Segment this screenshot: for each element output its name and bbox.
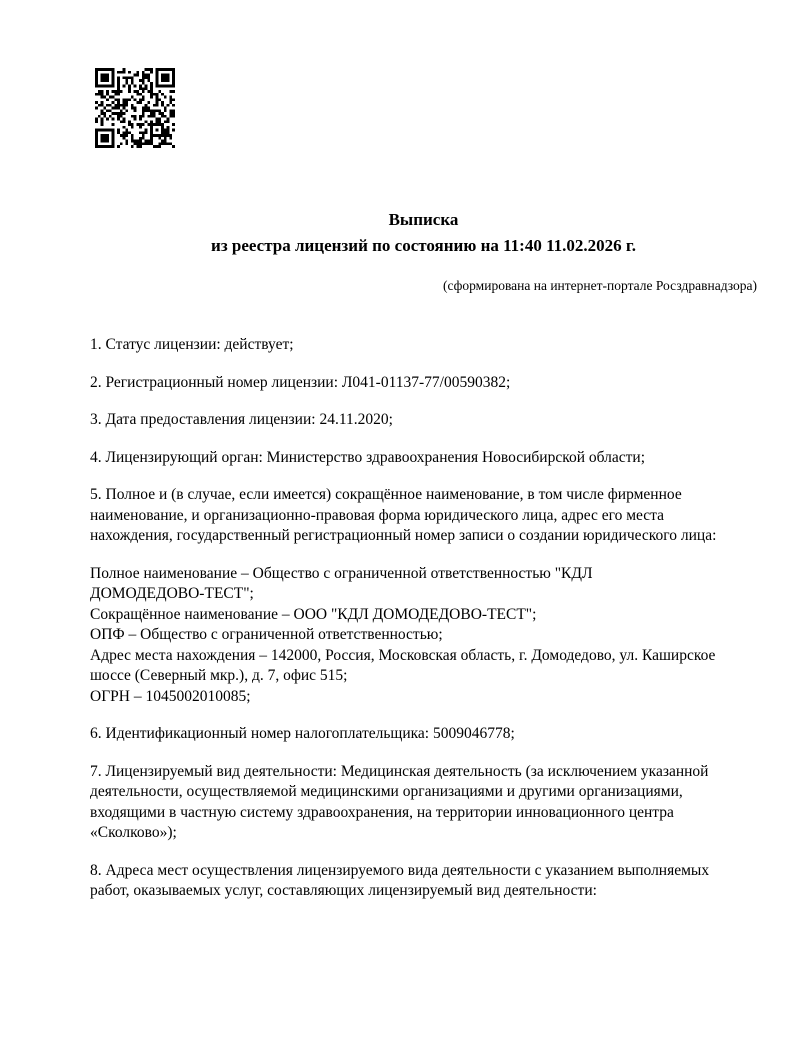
document-subtitle: (сформирована на интернет-портале Росздравнадзора) xyxy=(442,278,757,293)
item-7-licensed-activity-line-1: 7. Лицензируемый вид деятельности: Медицинская деятельность (за исключением указанной xyxy=(90,762,709,780)
org-details-line-5: Адрес места нахождения – 142000, Россия, Московская область, г. Домодедово, ул. Каширское xyxy=(90,646,716,664)
item-3-grant-date: 3. Дата предоставления лицензии: 24.11.2020; xyxy=(90,411,393,428)
document-title xyxy=(90,207,757,259)
item-5-name-heading-line-2: наименование, и организационно-правовая форма юридического лица, адрес его места xyxy=(90,506,665,524)
document-body xyxy=(90,335,757,902)
org-details-line-7: ОГРН – 1045002010085; xyxy=(90,687,251,705)
document-title-line-1: Выписка xyxy=(388,210,459,229)
item-5-name-heading-line-1: 5. Полное и (в случае, если имеется) сокращённое наименование, в том числе фирменное xyxy=(90,486,682,503)
org-details-line-2: ДОМОДЕДОВО-ТЕСТ"; xyxy=(90,585,254,602)
item-8-activity-addresses-line-2: работ, оказываемых услуг, составляющих лицензируемый вид деятельности: xyxy=(90,882,597,899)
item-2-registration-number: 2. Регистрационный номер лицензии: Л041-01137-77/00590382; xyxy=(90,373,511,391)
org-details-line-3: Сокращённое наименование – ООО "КДЛ ДОМОДЕДОВО-ТЕСТ"; xyxy=(90,605,537,623)
org-details-line-1: Полное наименование – Общество с ограниченной ответственностью "КДЛ xyxy=(90,564,593,582)
item-7-licensed-activity xyxy=(90,762,757,844)
item-8-activity-addresses-line-1: 8. Адреса мест осуществления лицензируемого вида деятельности с указанием выполняемых xyxy=(90,861,710,879)
item-1-license-status: 1. Статус лицензии: действует; xyxy=(90,336,294,353)
document-content xyxy=(90,0,757,919)
item-7-licensed-activity-line-2: деятельности, осуществляемой медицинскими организациями и другими организациями, xyxy=(90,783,683,800)
item-5-name-heading xyxy=(90,485,757,547)
document-title-line-2: из реестра лицензий по состоянию на 11:40 11.02.2026 г. xyxy=(211,236,636,255)
item-6-taxpayer-id: 6. Идентификационный номер налогоплательщика: 5009046778; xyxy=(90,725,515,742)
item-8-activity-addresses xyxy=(90,861,757,902)
org-details-line-4: ОПФ – Общество с ограниченной ответственностью; xyxy=(90,626,443,643)
item-5-name-heading-line-3: нахождения, государственный регистрационный номер записи о создании юридического лица: xyxy=(90,527,717,544)
item-4-licensing-authority: 4. Лицензирующий орган: Министерство здравоохранения Новосибирской области; xyxy=(90,448,646,466)
org-details-line-6: шоссе (Северный мкр.), д. 7, офис 515; xyxy=(90,667,348,684)
item-7-licensed-activity-line-3: входящими в частную систему здравоохранения, на территории инновационного центра xyxy=(90,803,674,821)
org-details xyxy=(90,564,757,708)
item-7-licensed-activity-line-4: «Сколково»); xyxy=(90,824,177,841)
